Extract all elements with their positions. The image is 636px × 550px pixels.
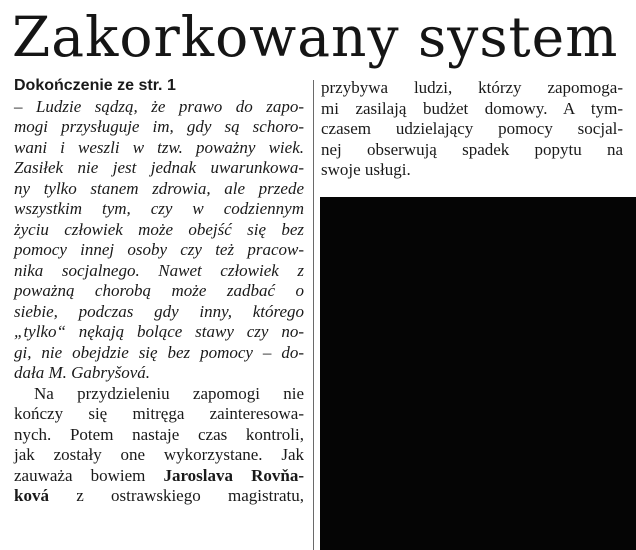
quote-line: – Ludzie sądzą, że prawo do zapo- [14,96,304,116]
person-name: Jaroslava Rovňa- [163,465,304,485]
paragraph-line [14,486,304,507]
paragraph-line: mi zasilają budżet domowy. A tym- [321,98,623,118]
quote-line: mogi przysługuje im, gdy są schoro- [14,117,304,136]
paragraph-text: zauważa bowiem [14,465,164,485]
paragraph-line: czasem udzielający pomocy socjal- [321,119,623,138]
left-column [14,76,304,507]
quote-line: ny tylko stanem zdrowia, ale przede [14,178,304,198]
quote-line: „tylko“ nękają bolące stawy czy no- [14,322,304,341]
column-divider [313,80,314,550]
quote-line: siebie, podczas gdy inny, którego [14,301,304,321]
paragraph-line: kończy się mitręga zainteresowa- [14,404,304,423]
person-name: ková [14,486,49,505]
continuation-kicker: Dokończenie ze str. 1 [14,77,176,94]
paragraph-line: nej obserwują spadek popytu na [321,139,623,159]
quote-line: nika socjalnego. Nawet człowiek z [14,260,304,280]
paragraph-text: z ostrawskiego magistratu, [48,486,304,505]
paragraph-line: przybywa ludzi, którzy zapomoga- [321,78,623,97]
quote-line: życiu człowiek może obejść się bez [14,219,304,239]
quote-line: poważną chorobą może zadbać o [14,281,304,300]
paragraph-line: Na przydzieleniu zapomogi nie [34,383,304,403]
paragraph-line: nych. Potem nastaje czas kontroli, [14,424,304,444]
quote-line: gi, nie obejdzie się bez pomocy – do- [14,342,304,362]
quote-line: wszystkim tym, czy w codziennym [14,199,304,218]
quote-line: wani i weszli w tzw. poważny wiek. [14,137,304,157]
quote-line: pomocy innej osoby czy też pracow- [14,240,304,259]
redaction-block [320,197,636,550]
quote-line: dała M. Gabryšová. [14,363,150,382]
article-headline: Zakorkowany system [12,5,619,69]
paragraph-line [14,466,304,487]
paragraph-line: jak zostały one wykorzystane. Jak [14,445,304,464]
paragraph-line: swoje usługi. [321,160,411,179]
quote-line: Zasiłek nie jest jednak uwarunkowa- [14,158,304,177]
right-column [321,78,623,181]
